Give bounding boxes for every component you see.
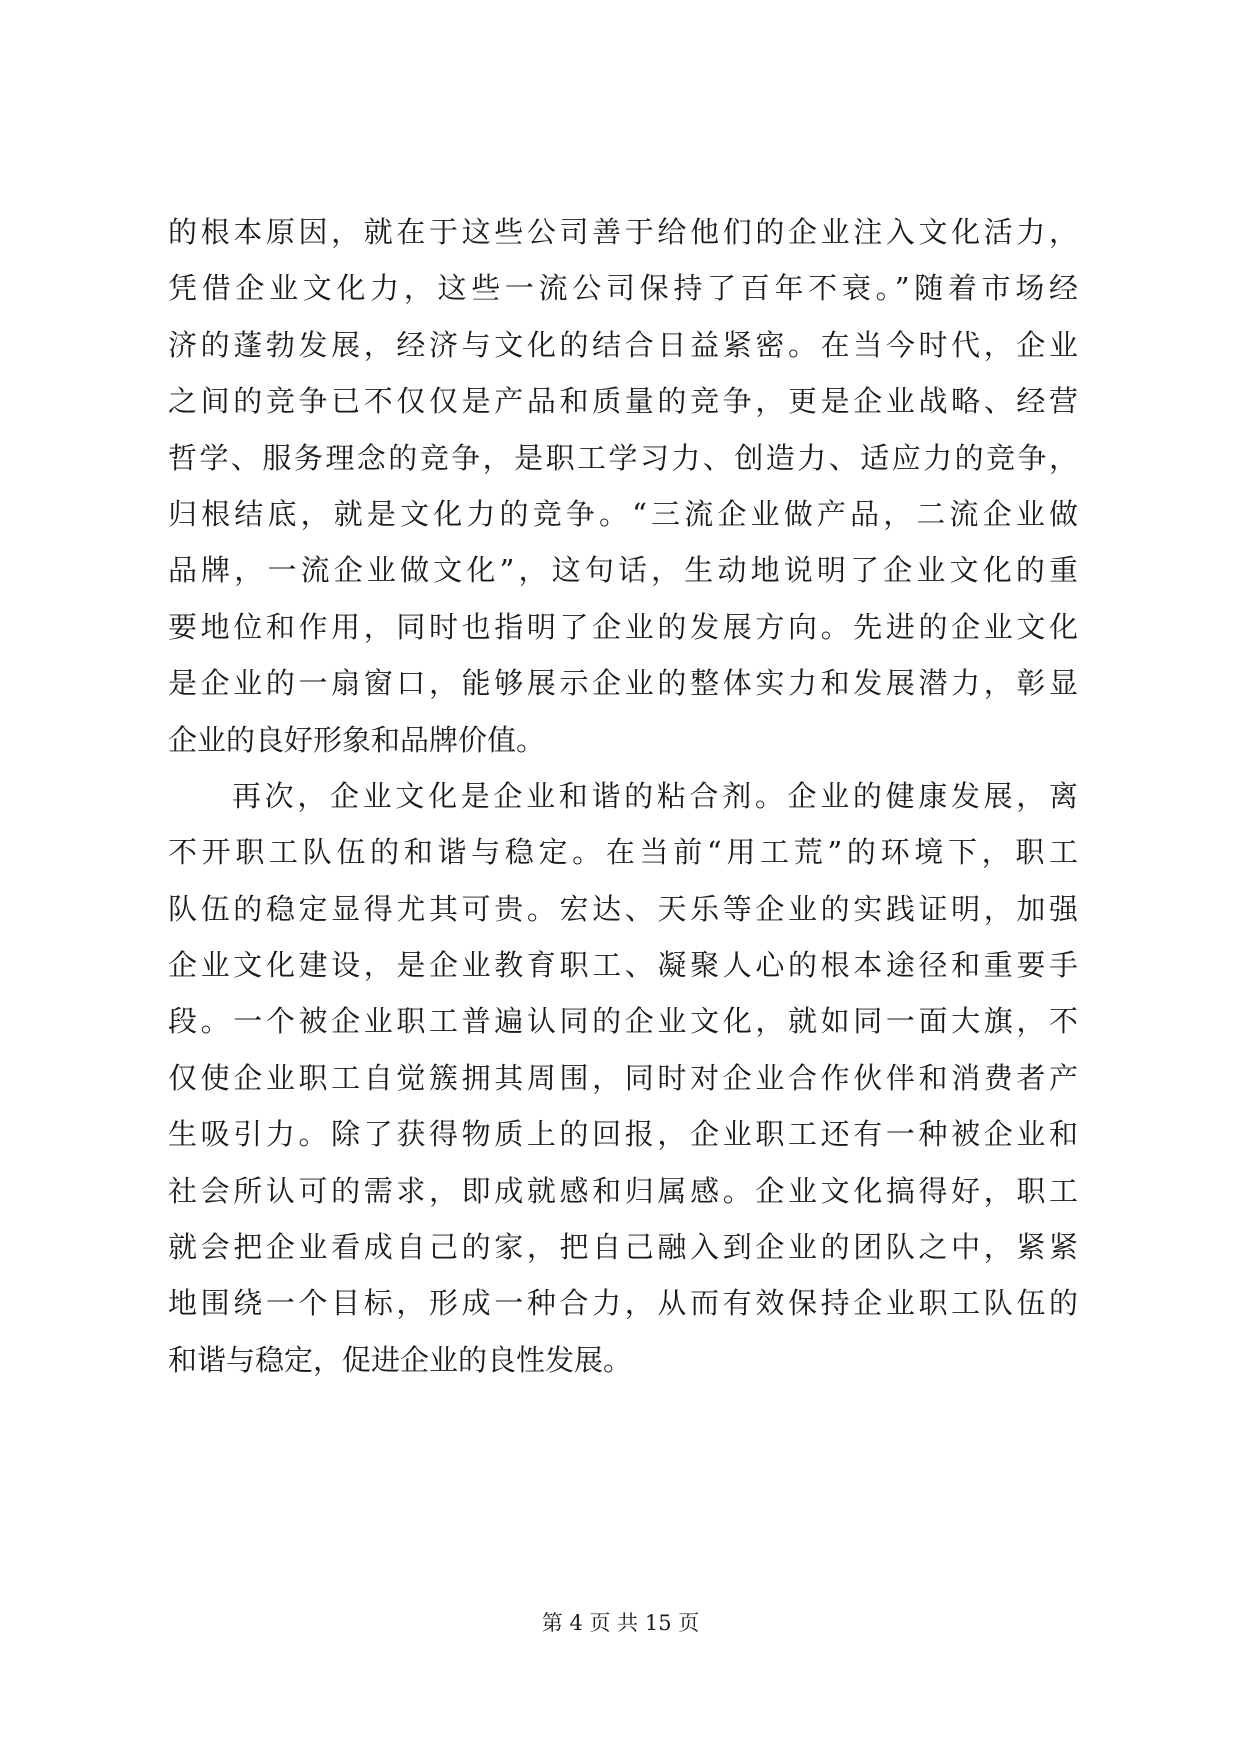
text-line: 和谐与稳定，促进企业的良性发展。 (168, 1342, 633, 1377)
text-line: 济的蓬勃发展，经济与文化的结合日益紧密。在当今时代，企业 (168, 327, 1078, 362)
text-line: 是企业的一扇窗口，能够展示企业的整体实力和发展潜力，彰显 (168, 666, 1078, 701)
text-line: 之间的竞争已不仅仅是产品和质量的竞争，更是企业战略、经营 (168, 384, 1078, 419)
page-number-footer: 第 4 页 共 15 页 (541, 1611, 700, 1635)
text-line: 再次，企业文化是企业和谐的粘合剂。企业的健康发展，离 (232, 778, 1078, 813)
text-line: 的根本原因，就在于这些公司善于给他们的企业注入文化活力， (168, 215, 1078, 249)
text-line: 品牌，一流企业做文化”，这句话，生动地说明了企业文化的重 (168, 553, 1078, 588)
text-line: 不开职工队伍的和谐与稳定。在当前“用工荒”的环境下，职工 (168, 835, 1078, 870)
text-line: 队伍的稳定显得尤其可贵。宏达、天乐等企业的实践证明，加强 (168, 891, 1078, 926)
text-line: 仅使企业职工自觉簇拥其周围，同时对企业合作伙伴和消费者产 (168, 1060, 1078, 1095)
text-line: 地围绕一个目标，形成一种合力，从而有效保持企业职工队伍的 (168, 1286, 1078, 1321)
text-line: 生吸引力。除了获得物质上的回报，企业职工还有一种被企业和 (168, 1117, 1078, 1152)
text-line: 企业文化建设，是企业教育职工、凝聚人心的根本途径和重要手 (168, 948, 1078, 983)
text-line: 凭借企业文化力，这些一流公司保持了百年不衰。”随着市场经 (168, 271, 1078, 306)
document-body (168, 204, 1078, 1388)
text-line: 社会所认可的需求，即成就感和归属感。企业文化搞得好，职工 (168, 1173, 1078, 1208)
text-line: 就会把企业看成自己的家，把自己融入到企业的团队之中，紧紧 (168, 1230, 1078, 1265)
text-line: 哲学、服务理念的竞争，是职工学习力、创造力、适应力的竞争， (168, 440, 1078, 475)
text-line: 段。一个被企业职工普遍认同的企业文化，就如同一面大旗，不 (168, 1004, 1078, 1039)
text-line: 要地位和作用，同时也指明了企业的发展方向。先进的企业文化 (168, 609, 1078, 644)
text-line: 归根结底，就是文化力的竞争。“三流企业做产品，二流企业做 (168, 496, 1078, 531)
text-line: 企业的良好形象和品牌价值。 (168, 722, 546, 757)
